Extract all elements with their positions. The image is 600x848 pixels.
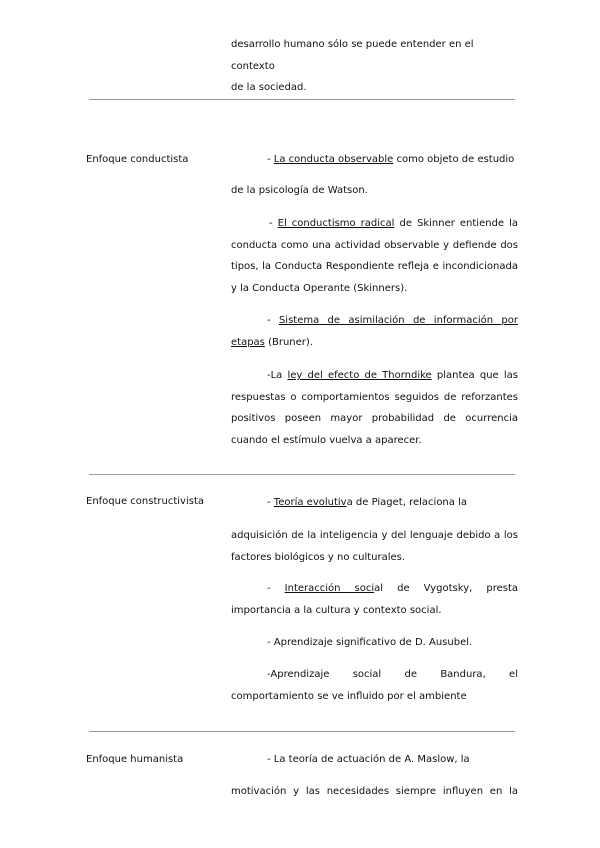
section-label: Enfoque constructivista bbox=[86, 496, 204, 507]
underlined-term: ley del efecto de Thorndike bbox=[287, 370, 432, 381]
section-divider bbox=[89, 731, 515, 732]
bullet-paragraph bbox=[231, 310, 518, 353]
section-divider bbox=[89, 474, 515, 475]
bullet-prefix: - bbox=[267, 583, 285, 594]
bullet-text: comportamiento se ve influido por el ambiente bbox=[231, 690, 467, 702]
bullet-prefix: - bbox=[267, 315, 279, 326]
bullet-continuation bbox=[231, 781, 518, 803]
bullet-paragraph bbox=[231, 149, 518, 171]
bullet-prefix: - bbox=[269, 218, 278, 229]
section-divider bbox=[89, 99, 515, 100]
intro-line: de la sociedad. bbox=[231, 82, 307, 93]
intro-paragraph bbox=[231, 34, 518, 99]
bullet-text: - Aprendizaje significativo de D. Ausubel. bbox=[267, 637, 473, 648]
bullet-word: Bandura, bbox=[440, 669, 486, 680]
bullet-paragraph bbox=[231, 492, 518, 514]
bullet-word: de bbox=[404, 669, 418, 680]
bullet-continuation bbox=[231, 180, 518, 202]
bullet-text: adquisición de la inteligencia y del lenguaje debido a los factores biológicos y no culturales. bbox=[231, 530, 518, 563]
underlined-term: Sistema de asimilación de información por etapas bbox=[231, 315, 518, 348]
underlined-term: La conducta observable bbox=[273, 154, 394, 165]
bullet-text: (Bruner). bbox=[264, 336, 313, 348]
bullet-text: de Skinner entiende la conducta como una actividad observable y defiende dos tipos, la Conducta Respondiente refleja e incondicionada y la Conducta Operante (Skinners). bbox=[231, 218, 518, 294]
underlined-term: El conductismo radical bbox=[277, 218, 395, 229]
bullet-prefix: - bbox=[267, 154, 274, 165]
bullet-paragraph bbox=[231, 664, 518, 707]
bullet-paragraph bbox=[231, 213, 518, 299]
section-label: Enfoque conductista bbox=[86, 154, 189, 165]
bullet-prefix: -La bbox=[267, 370, 288, 381]
bullet-paragraph bbox=[231, 365, 518, 451]
underlined-term: Teoría evolutiv bbox=[273, 497, 347, 508]
bullet-text: como objeto de estudio bbox=[393, 154, 515, 165]
bullet-word: el bbox=[509, 669, 518, 680]
bullet-paragraph bbox=[231, 578, 518, 621]
bullet-paragraph bbox=[231, 749, 518, 771]
intro-line: desarrollo humano sólo se puede entender en el contexto bbox=[231, 39, 474, 72]
bullet-text: plantea que las respuestas o comportamientos seguidos de reforzantes positivos poseen mayor probabilidad de ocurrencia cuando el estímulo vuelva a aparecer. bbox=[231, 370, 518, 446]
bullet-word: social bbox=[352, 669, 382, 680]
bullet-text: a de Piaget, relaciona la bbox=[346, 497, 467, 508]
bullet-text: de la psicología de Watson. bbox=[231, 185, 368, 196]
bullet-prefix: - bbox=[267, 497, 274, 508]
bullet-text: motivación y las necesidades siempre influyen en la bbox=[231, 786, 518, 797]
underlined-term: Interacción soci bbox=[284, 583, 375, 594]
bullet-continuation bbox=[231, 525, 518, 568]
bullet-word: -Aprendizaje bbox=[267, 669, 330, 680]
bullet-text: al de Vygotsky, presta importancia a la cultura y contexto social. bbox=[231, 583, 518, 616]
bullet-paragraph bbox=[231, 632, 518, 654]
bullet-text: - La teoría de actuación de A. Maslow, la bbox=[267, 754, 470, 765]
section-label: Enfoque humanista bbox=[86, 754, 184, 765]
